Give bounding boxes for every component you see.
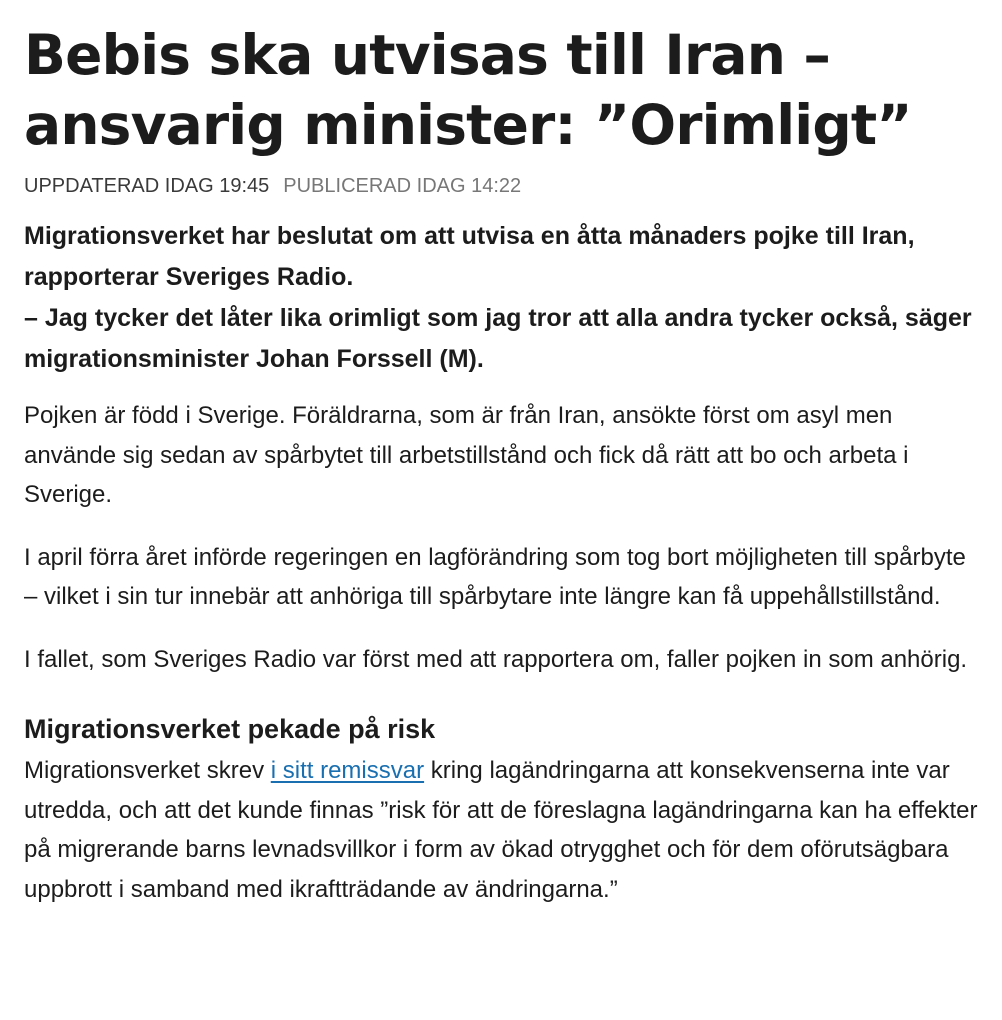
news-article [24, 20, 984, 909]
body-paragraph-2: I april förra året införde regeringen en lagförändring som tog bort möjligheten till spårbyte – vilket i sin tur innebär att anhöriga till spårbytare inte längre kan få uppehållstillstånd. [24, 543, 966, 610]
body-paragraph-4 [24, 751, 984, 909]
paragraph-text-end: kring lagändringarna att konsekvenserna inte var utredda, och att det kunde finnas ”risk för att de föreslagna lagändringarna kan ha effekter på migrerande barns levnadsvillkor i form av ökad otrygghet och för dem oförutsägbara uppbrott i samband med ikraftträdande av ändringarna.” [24, 757, 978, 903]
section-subheading: Migrationsverket pekade på risk [24, 714, 436, 744]
body-paragraph-1: Pojken är född i Sverige. Föräldrarna, som är från Iran, ansökte först om asyl men använde sig sedan av spårbytet till arbetstillstånd och fick då rätt att bo och arbeta i Sverige. [24, 402, 909, 508]
article-headline: Bebis ska utvisas till Iran – ansvarig minister: ”Orimligt” [24, 23, 912, 157]
article-timestamps [24, 172, 984, 200]
paragraph-text-start: Migrationsverket skrev [24, 757, 271, 784]
updated-timestamp: UPPDATERAD IDAG 19:45 [24, 175, 270, 197]
remissvar-link[interactable]: i sitt remissvar [270, 757, 425, 784]
lead-quote: – Jag tycker det låter lika orimligt som jag tror att alla andra tycker också, säger migrationsminister Johan Forssell (M). [24, 304, 972, 373]
body-paragraph-3: I fallet, som Sveriges Radio var först med att rapportera om, faller pojken in som anhörig. [24, 645, 968, 673]
published-timestamp: PUBLICERAD IDAG 14:22 [283, 175, 522, 197]
article-lead [24, 216, 984, 380]
lead-sentence: Migrationsverket har beslutat om att utvisa en åtta månaders pojke till Iran, rapporterar Sveriges Radio. [24, 222, 915, 291]
